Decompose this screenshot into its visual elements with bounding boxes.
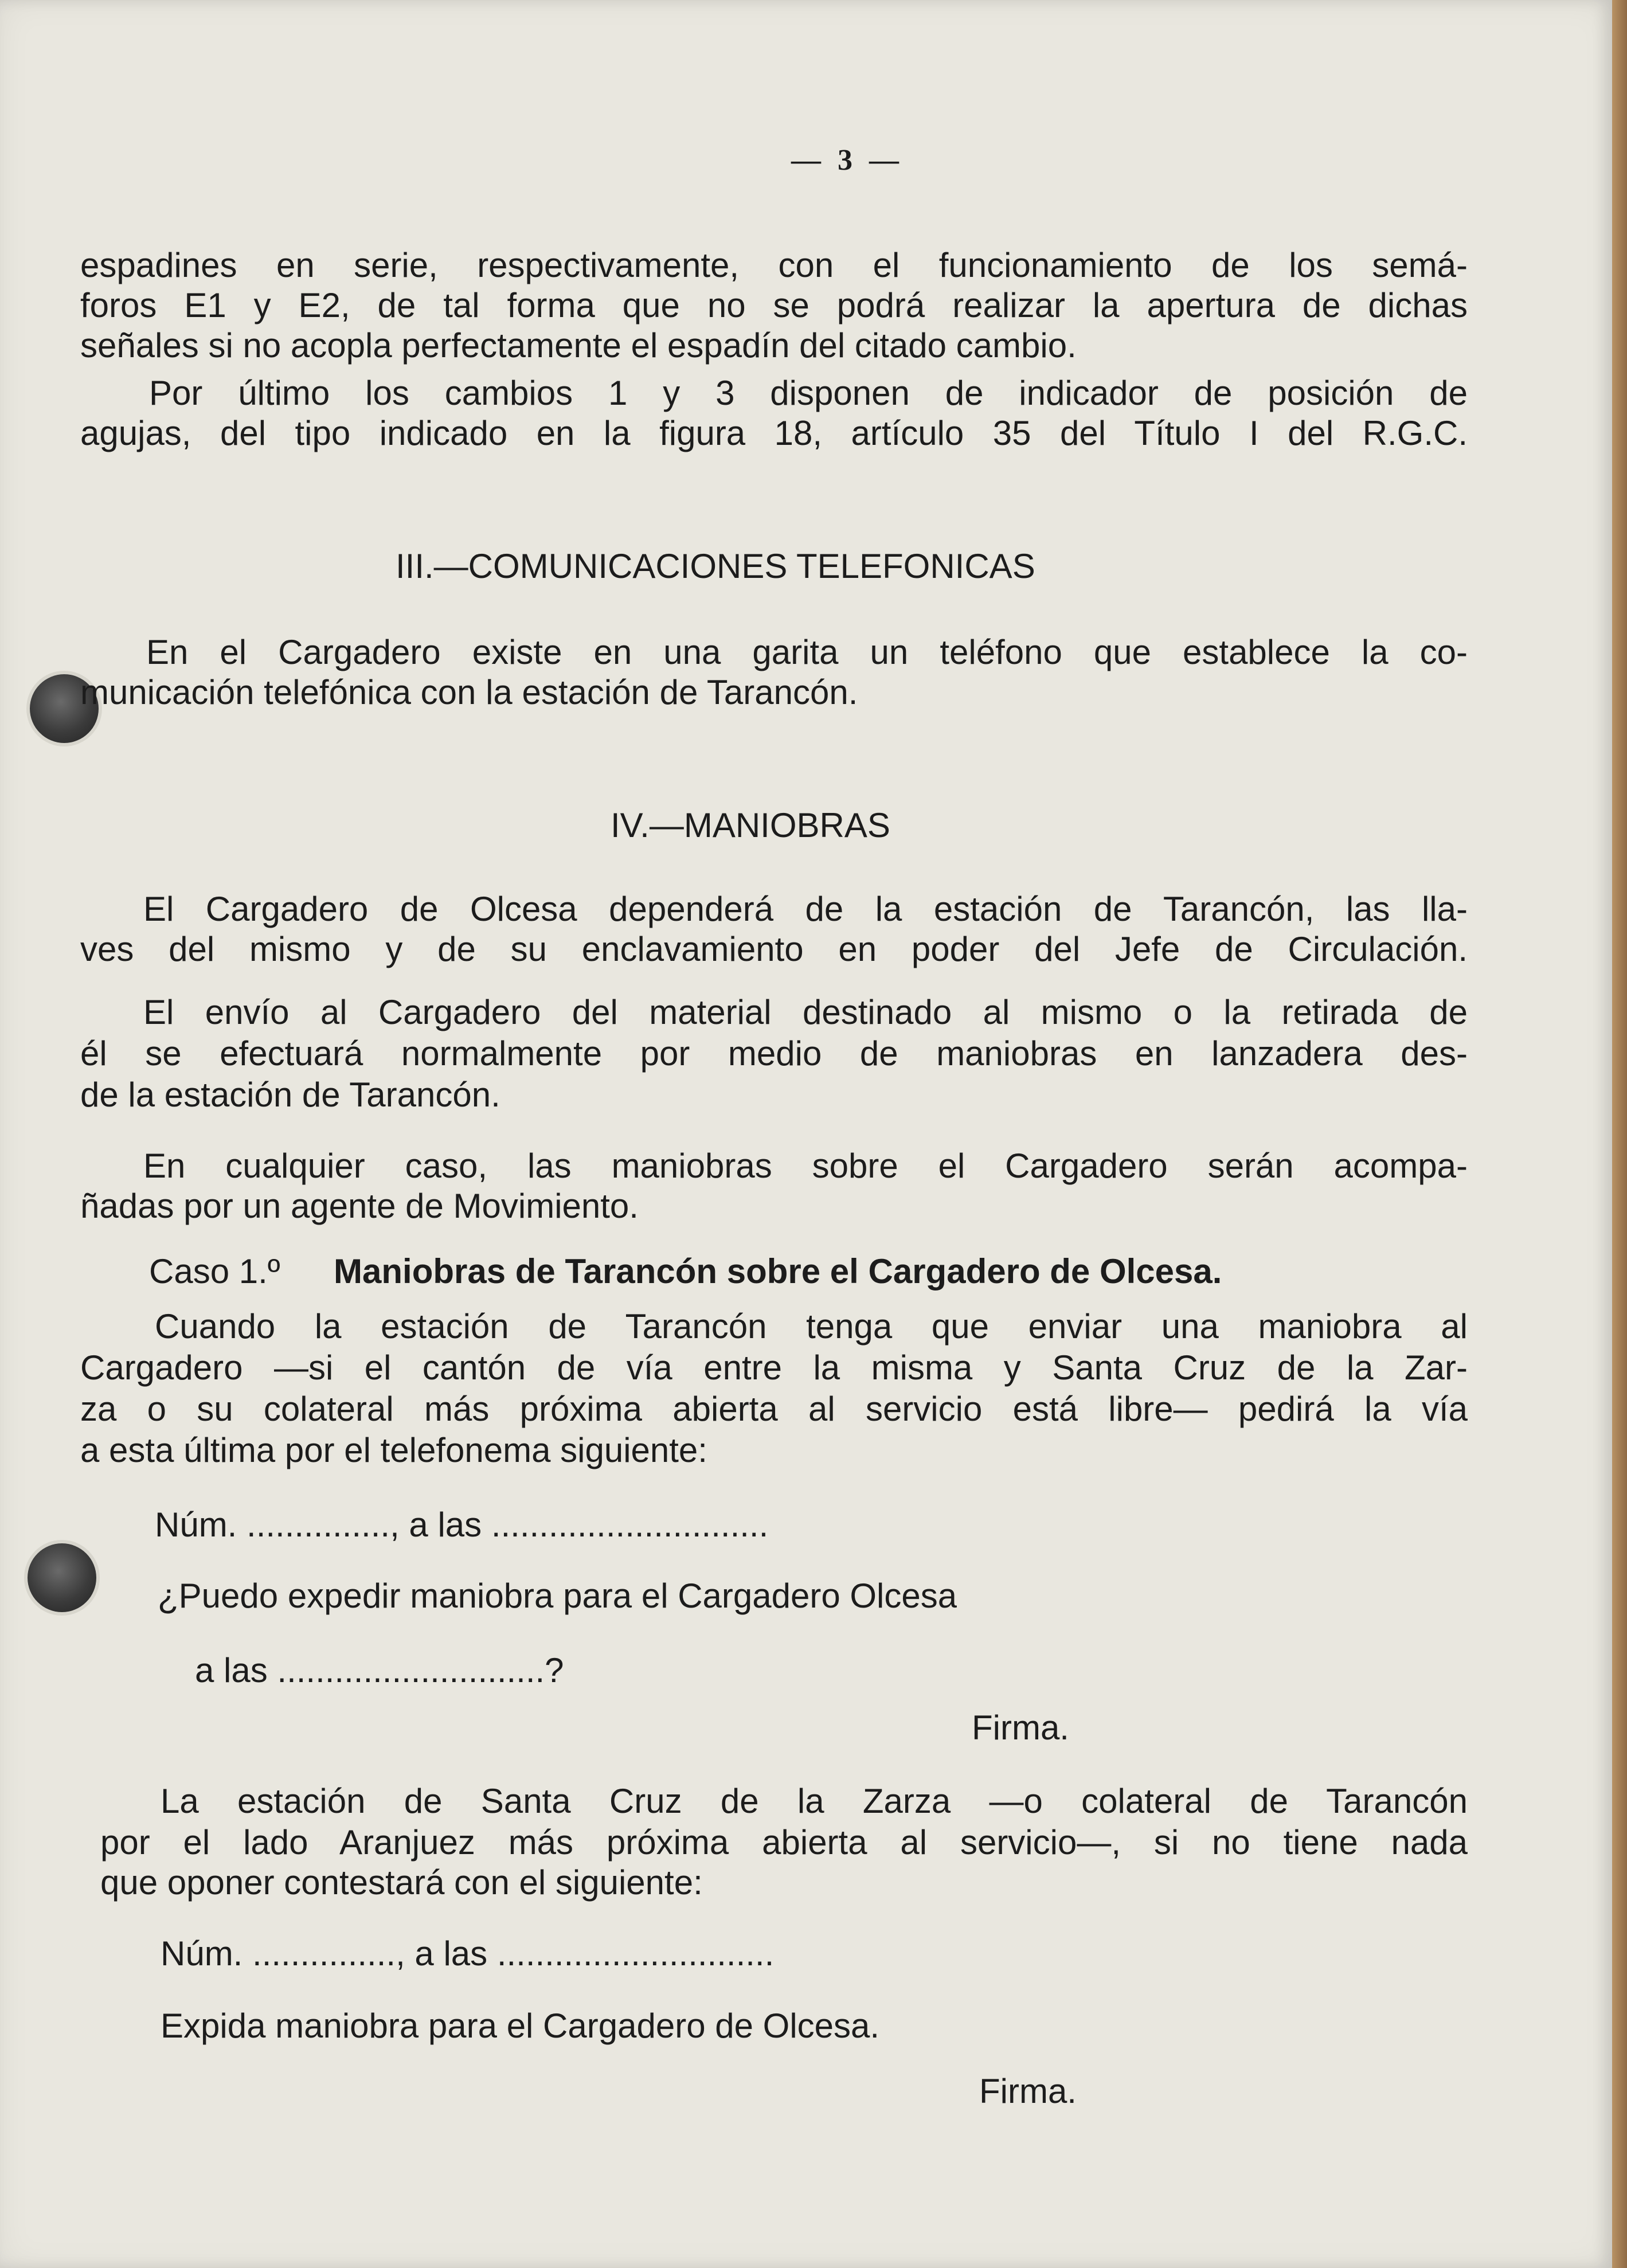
telefonema2-firma: Firma. — [979, 2072, 1077, 2110]
intro-line-1: espadines en serie, respectivamente, con el funcionamiento de los semá- — [80, 246, 1468, 284]
maniobras-p3-line-1: En cualquier caso, las maniobras sobre el Cargadero serán acompa- — [143, 1147, 1468, 1185]
telefonema1-num: Núm. ..............., a las ............................. — [155, 1506, 769, 1544]
comunicaciones-line-2: municación telefónica con la estación de Tarancón. — [80, 673, 858, 711]
cambios-line-2: agujas, del tipo indicado en la figura 18, artículo 35 del Título I del R.G.C. — [80, 414, 1468, 452]
telefonema2-reply: Expida maniobra para el Cargadero de Olcesa. — [161, 2007, 880, 2045]
maniobras-p4-line-1: Cuando la estación de Tarancón tenga que enviar una maniobra al — [155, 1307, 1468, 1346]
telefonema1-time: a las ............................? — [195, 1651, 564, 1690]
caso-heading — [149, 1250, 1222, 1293]
maniobras-p1-line-1: El Cargadero de Olcesa dependerá de la estación de Tarancón, las lla- — [143, 890, 1468, 928]
maniobras-p2-line-2: él se efectuará normalmente por medio de maniobras en lanzadera des- — [80, 1034, 1468, 1073]
maniobras-p4-line-3: za o su colateral más próxima abierta al servicio está libre— pedirá la vía — [80, 1390, 1468, 1428]
section-heading-comunicaciones: III.—COMUNICACIONES TELEFONICAS — [396, 547, 1035, 585]
telefonema1-question: ¿Puedo expedir maniobra para el Cargadero Olcesa — [158, 1577, 957, 1615]
telefonema2-num: Núm. ..............., a las ............................. — [161, 1934, 775, 1973]
caso-title: Maniobras de Tarancón sobre el Cargadero de Olcesa. — [334, 1252, 1222, 1291]
maniobras-p5-line-2: por el lado Aranjuez más próxima abierta al servicio—, si no tiene nada — [100, 1823, 1468, 1862]
maniobras-p5-line-1: La estación de Santa Cruz de la Zarza —o colateral de Tarancón — [161, 1782, 1468, 1820]
telefonema1-firma: Firma. — [972, 1708, 1069, 1747]
punch-hole-bottom — [28, 1543, 96, 1612]
maniobras-p4-line-4: a esta última por el telefonema siguiente: — [80, 1431, 707, 1469]
maniobras-p3-line-2: ñadas por un agente de Movimiento. — [80, 1187, 639, 1225]
maniobras-p2-line-3: de la estación de Tarancón. — [80, 1076, 500, 1114]
caso-label: Caso 1.º — [149, 1252, 280, 1291]
page-number: — 3 — — [791, 144, 904, 177]
section-heading-maniobras: IV.—MANIOBRAS — [611, 806, 890, 844]
intro-line-2: foros E1 y E2, de tal forma que no se podrá realizar la apertura de dichas — [80, 286, 1468, 324]
maniobras-p2-line-1: El envío al Cargadero del material destinado al mismo o la retirada de — [143, 993, 1468, 1031]
comunicaciones-line-1: En el Cargadero existe en una garita un teléfono que establece la co- — [146, 633, 1468, 671]
cambios-line-1: Por último los cambios 1 y 3 disponen de indicador de posición de — [149, 374, 1468, 412]
page-edge — [1612, 0, 1627, 2268]
intro-line-3: señales si no acopla perfectamente el espadín del citado cambio. — [80, 326, 1077, 365]
maniobras-p1-line-2: ves del mismo y de su enclavamiento en poder del Jefe de Circulación. — [80, 930, 1468, 968]
maniobras-p4-line-2: Cargadero —si el cantón de vía entre la misma y Santa Cruz de la Zar- — [80, 1348, 1468, 1387]
maniobras-p5-line-3: que oponer contestará con el siguiente: — [100, 1863, 703, 1902]
